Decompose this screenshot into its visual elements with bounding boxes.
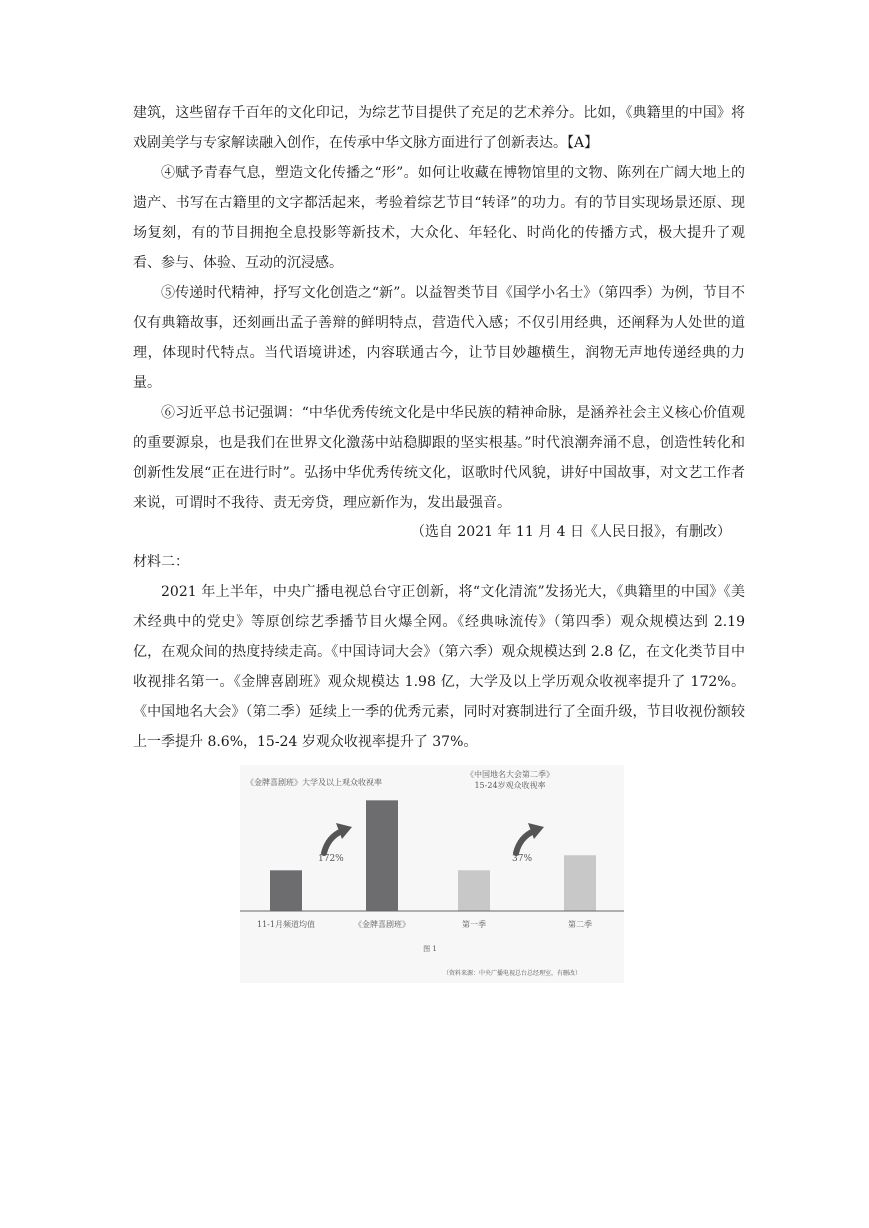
figure-1-chart [240, 765, 624, 983]
paragraph-4: ④赋予青春气息，塑造文化传播之“形”。如何让收藏在博物馆里的文物、陈列在广阔大地上的遗产、书写在古籍里的文字都活起来，考验着综艺节目“转译”的功力。有的节目实现场景还原、现场复刻，有的节目拥抱全息投影等新技术，大众化、年轻化、时尚化的传播方式，极大提升了观看、参与、体验、互动的沉浸感。 [133, 165, 745, 271]
bar-left-0 [270, 870, 302, 911]
paragraph-5: ⑤传递时代精神，抒写文化创造之“新”。以益智类节目《国学小名士》（第四季）为例，节目不仅有典籍故事，还刻画出孟子善辩的鲜明特点，营造代入感；不仅引用经典，还阐释为人处世的道理，体现时代特点。当代语境讲述，内容联通古今，让节目妙趣横生，润物无声地传递经典的力量。 [133, 285, 745, 391]
left-change-label: 172% [318, 854, 344, 864]
x-tick-label: 《金牌喜剧班》 [354, 920, 410, 929]
paragraph-1: 建筑，这些留存千百年的文化印记，为综艺节目提供了充足的艺术养分。比如，《典籍里的中国》将戏剧美学与专家解读融入创作，在传承中华文脉方面进行了创新表达。【A】 [133, 105, 745, 151]
bar-right-1 [564, 855, 596, 911]
bar-chart [240, 765, 624, 983]
right-chart-caption-line2: 15-24岁观众收视率 [474, 781, 546, 790]
figure-label: 图 1 [423, 945, 437, 953]
increase-arrow-icon [516, 823, 544, 853]
paragraph-material-2: 2021 年上半年，中央广播电视总台守正创新，将“文化清流”发扬光大，《典籍里的中国》《美术经典中的党史》等原创综艺季播节目火爆全网。《经典咏流传》（第四季）观众规模达到 2.19 亿，在观众间的热度持续走高。《中国诗词大会》（第六季）观众规模达到 2.8 亿，在文化类节目中收视排名第一。《金牌喜剧班》观众规模达 1.98 亿，大学及以上学历观众收视率提升了 172%。《中国地名大会》（第二季）延续上一季的优秀元素，同时对赛制进行了全面升级，节目收视份额较上一季提升 8.6%，15-24 岁观众收视率提升了 37%。 [133, 584, 745, 750]
right-chart-caption-line1: 《中国地名大会第二季》 [466, 770, 554, 779]
material-2-label: 材料二： [133, 554, 189, 570]
bar-right-0 [458, 870, 490, 911]
source-citation: （选自 2021 年 11 月 4 日《人民日报》，有删改） [410, 524, 731, 540]
x-tick-label: 第二季 [568, 920, 592, 929]
bar-left-1 [366, 800, 398, 911]
increase-arrow-icon [324, 823, 352, 853]
right-change-label: 37% [512, 854, 533, 864]
x-tick-label: 第一季 [462, 920, 486, 929]
left-chart-caption: 《金牌喜剧班》大学及以上观众收视率 [246, 778, 382, 787]
x-tick-label: 11-1月频道均值 [257, 920, 315, 929]
tick-labels [257, 919, 592, 929]
chart-source-note: （资料来源：中央广播电视总台总经理室，有删改） [442, 970, 582, 977]
paragraph-6: ⑥习近平总书记强调：“中华优秀传统文化是中华民族的精神命脉，是涵养社会主义核心价值观的重要源泉，也是我们在世界文化激荡中站稳脚跟的坚实根基。”时代浪潮奔涌不息，创造性转化和创新性发展“正在进行时”。弘扬中华优秀传统文化，讴歌时代风貌，讲好中国故事，对文艺工作者来说，可谓时不我待、责无旁贷，理应新作为，发出最强音。 [133, 405, 745, 511]
